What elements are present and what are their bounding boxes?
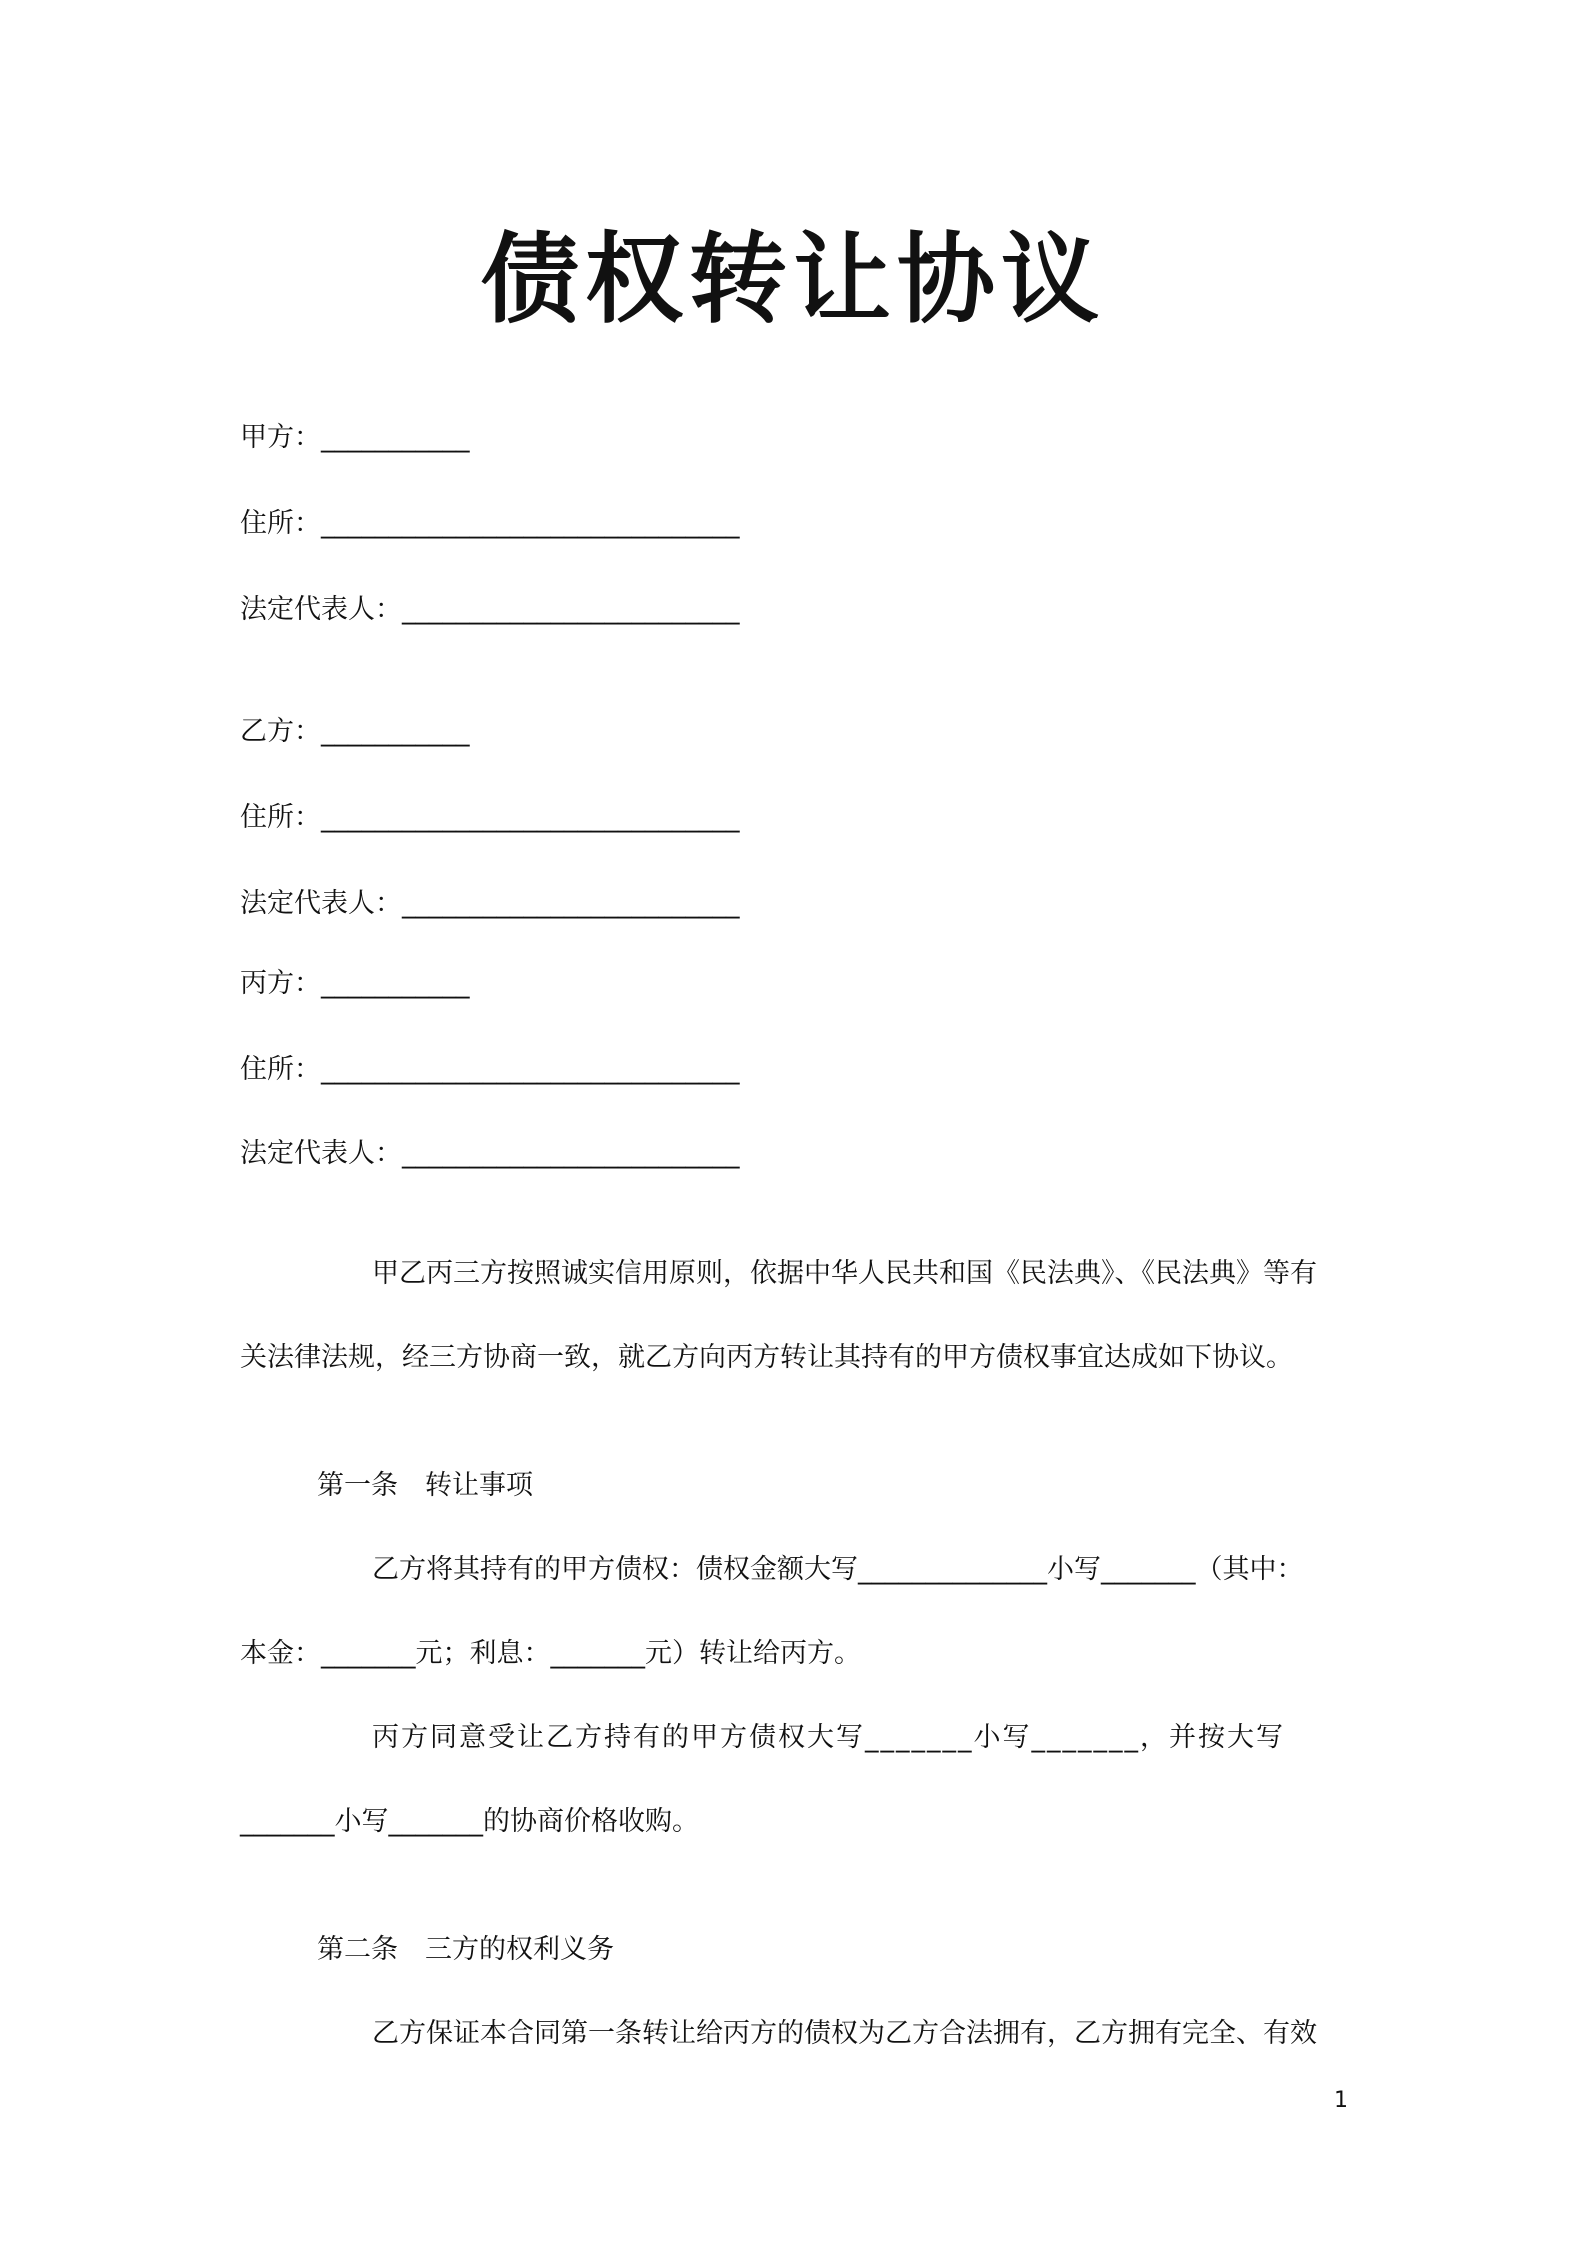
party-a-legal-representative: 法定代表人：_________________________: [240, 594, 740, 625]
article-1-paragraph-2-line-1: 丙方同意受让乙方持有的甲方债权大写_______小写_______，并按大写: [372, 1722, 1285, 1753]
party-a-address: 住所：_______________________________: [240, 508, 740, 539]
party-b-address: 住所：_______________________________: [240, 802, 740, 833]
document-title: 债权转让协议: [480, 223, 1105, 337]
article-2-paragraph-1-line-1: 乙方保证本合同第一条转让给丙方的债权为乙方合法拥有，乙方拥有完全、有效: [372, 2018, 1317, 2049]
article-1-paragraph-2-line-2: _______小写_______的协商价格收购。: [240, 1806, 699, 1837]
article-1-paragraph-1-line-2: 本金：_______元；利息：_______元）转让给丙方。: [240, 1638, 861, 1669]
party-b-name: 乙方：___________: [240, 716, 470, 747]
party-b-legal-representative: 法定代表人：_________________________: [240, 888, 740, 919]
preamble-line-2: 关法律法规，经三方协商一致，就乙方向丙方转让其持有的甲方债权事宜达成如下协议。: [240, 1342, 1293, 1373]
party-c-name: 丙方：___________: [240, 968, 470, 999]
party-a-name: 甲方：___________: [240, 422, 470, 453]
party-c-address: 住所：_______________________________: [240, 1054, 740, 1085]
party-c-legal-representative: 法定代表人：_________________________: [240, 1138, 740, 1169]
article-1-heading: 第一条 转让事项: [317, 1470, 533, 1501]
article-1-paragraph-1-line-1: 乙方将其持有的甲方债权：债权金额大写______________小写_______（其中：: [372, 1554, 1304, 1585]
article-2-heading: 第二条 三方的权利义务: [317, 1934, 614, 1965]
page-number: 1: [1334, 2088, 1348, 2113]
preamble-line-1: 甲乙丙三方按照诚实信用原则，依据中华人民共和国《民法典》、《民法典》等有: [372, 1258, 1317, 1289]
